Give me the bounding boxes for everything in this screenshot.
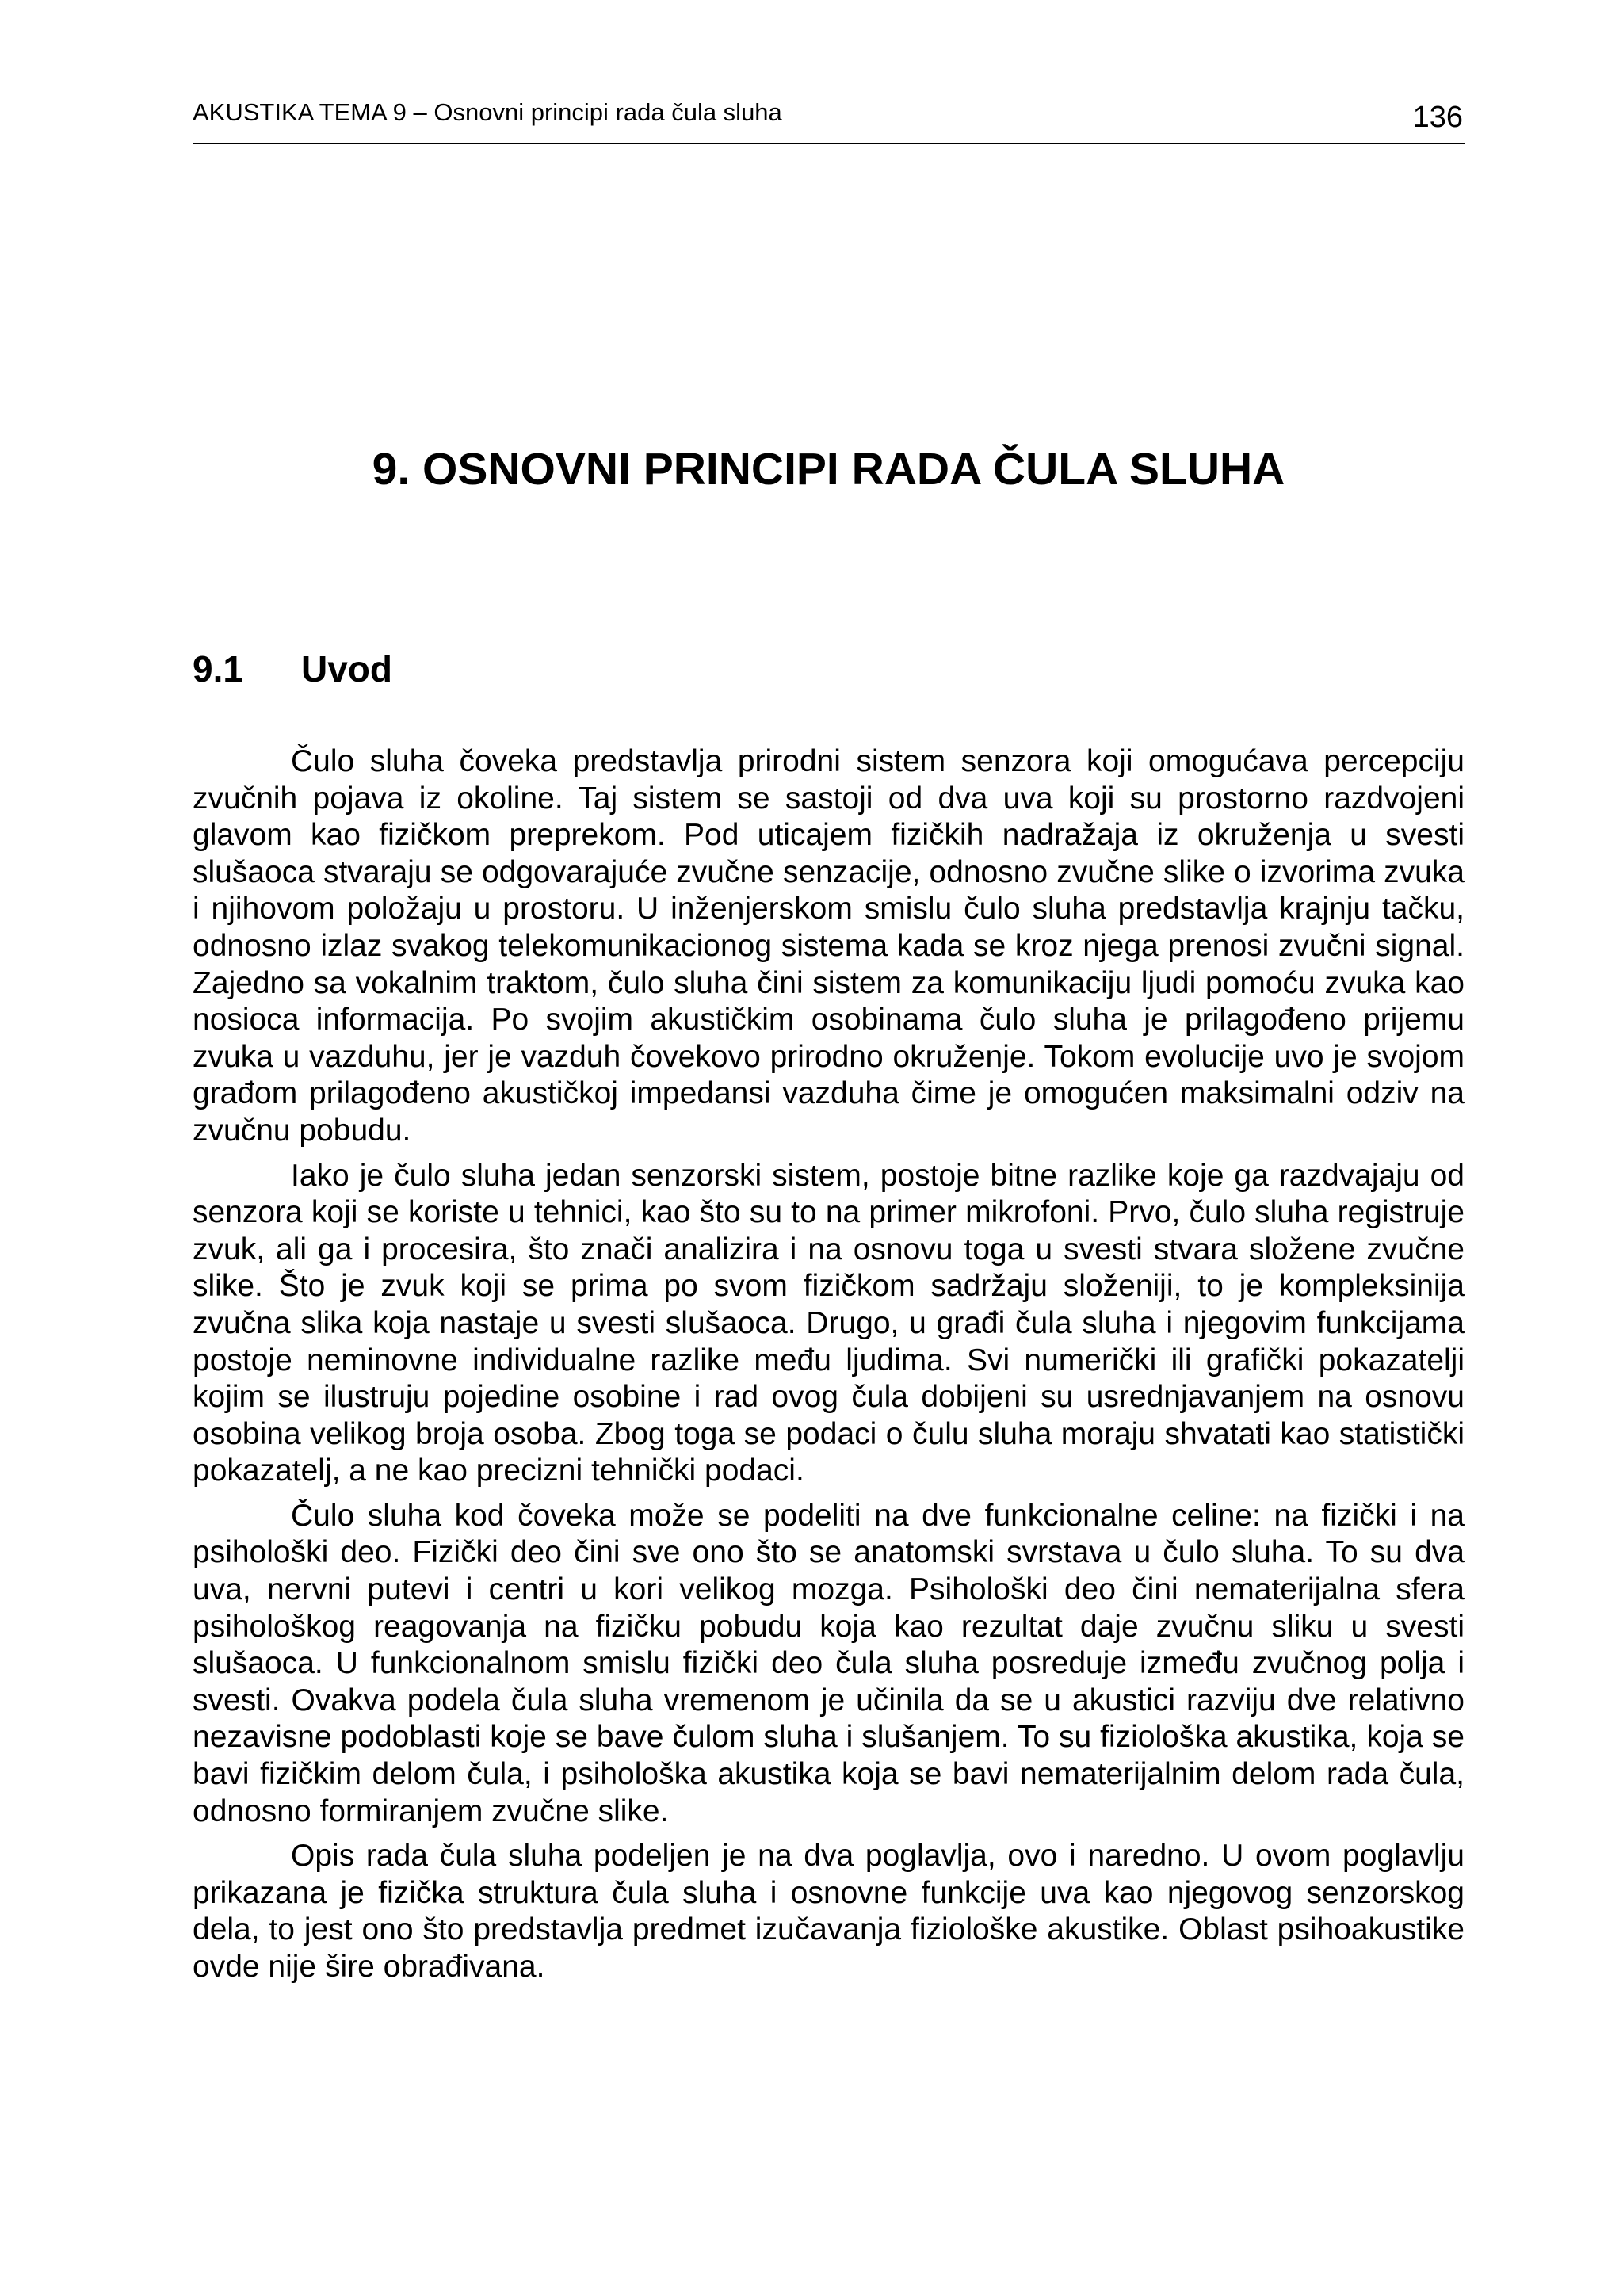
paragraph-4: Opis rada čula sluha podeljen je na dva poglavlja, ovo i naredno. U ovom poglavlju prikazana je fizička struktura čula sluha i osnovne funkcije uva kao njegovog senzorskog dela, to jest ono što predstavlja predmet izučavanja fiziološke akustike. Oblast psihoakustike ovde nije šire obrađivana. <box>193 1839 1465 1984</box>
section-title: Uvod <box>301 648 392 690</box>
chapter-title: 9. OSNOVNI PRINCIPI RADA ČULA SLUHA <box>372 444 1285 495</box>
body-text <box>193 743 1465 1994</box>
page-number: 136 <box>1412 101 1463 134</box>
section-number: 9.1 <box>193 648 243 690</box>
paragraph-2: Iako je čulo sluha jedan senzorski sistem, postoje bitne razlike koje ga razdvajaju od senzora koji se koriste u tehnici, kao što su to na primer mikrofoni. Prvo, čulo sluha registruje zvuk, ali ga i procesira, što znači analizira i na osnovu toga u svesti stvara složene zvučne slike. Što je zvuk koji se prima po svom fizičkom sadržaju složeniji, to je kompleksinija zvučna slika koja nastaje u svesti slušaoca. Drugo, u građi čula sluha i njegovim funkcijama postoje neminovne individualne razlike među ljudima. Svi numerički ili grafički pokazatelji kojim se ilustruju pojedine osobine i rad ovog čula dobijeni su usrednjavanjem na osnovu osobina velikog broja osoba. Zbog toga se podaci o čulu sluha moraju shvatati kao statistički pokazatelj, a ne kao precizni tehnički podaci. <box>193 1158 1465 1488</box>
section-heading <box>193 647 392 691</box>
paragraph-3: Čulo sluha kod čoveka može se podeliti na dve funkcionalne celine: na fizički i na psihološki deo. Fizički deo čini sve ono što se anatomski svrstava u čulo sluha. To su dva uva, nervni putevi i centri u kori velikog mozga. Psihološki deo čini nematerijalna sfera psihološkog reagovanja na fizičku pobudu koja kao rezultat daje zvučnu sliku u svesti slušaoca. U funkcionalnom smislu fizički deo čula sluha posreduje između zvučnog polja i svesti. Ovakva podela čula sluha vremenom je učinila da se u akustici razviju dve relativno nezavisne podoblasti koje se bave čulom sluha i slušanjem. To su fiziološka akustika, koja se bavi fizičkim delom čula, i psihološka akustika koja se bavi nematerijalnim delom rada čula, odnosno formiranjem zvučne slike. <box>193 1498 1465 1828</box>
running-title: AKUSTIKA TEMA 9 – Osnovni principi rada čula sluha <box>193 98 782 126</box>
running-header <box>193 94 1465 144</box>
paragraph-1: Čulo sluha čoveka predstavlja prirodni sistem senzora koji omogućava percepciju zvučnih pojava iz okoline. Taj sistem se sastoji od dva uva koji su prostorno razdvojeni glavom kao fizičkom preprekom. Pod uticajem fizičkih nadražaja iz okruženja u svesti slušaoca stvaraju se odgovarajuće zvučne senzacije, odnosno zvučne slike o izvorima zvuka i njihovom položaju u prostoru. U inženjerskom smislu čulo sluha predstavlja krajnju tačku, odnosno izlaz svakog telekomunikacionog sistema kada se kroz njega prenosi zvučni signal. Zajedno sa vokalnim traktom, čulo sluha čini sistem za komunikaciju ljudi pomoću zvuka kao nosioca informacija. Po svojim akustičkim osobinama čulo sluha je prilagođeno prijemu zvuka u vazduhu, jer je vazduh čovekovo prirodno okruženje. Tokom evolucije uvo je svojom građom prilagođeno akustičkoj impedansi vazduha čime je omogućen maksimalni odziv na zvučnu pobudu. <box>193 744 1465 1148</box>
